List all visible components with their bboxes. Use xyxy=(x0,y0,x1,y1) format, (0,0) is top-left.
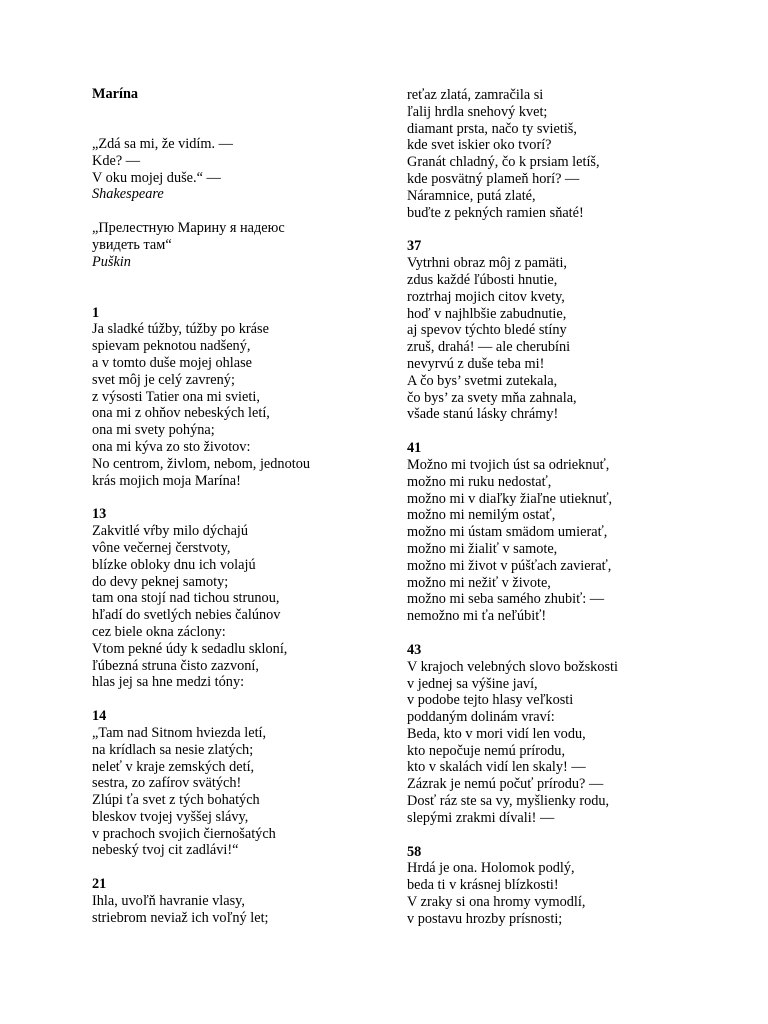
verse-line: nemožno mi ťa neľúbiť! xyxy=(407,608,547,625)
verse-line: Vtom pekné údy k sedadlu skloní, xyxy=(92,640,288,657)
verse-line: svet môj je celý zavrený; xyxy=(92,371,235,388)
epigraph-author: Puškin xyxy=(92,253,131,270)
verse-line: ona mi z ohňov nebeských letí, xyxy=(92,405,270,422)
verse-line: bleskov tvojej vyššej slávy, xyxy=(92,808,249,825)
verse-line: Hrdá je ona. Holomok podlý, xyxy=(407,860,575,877)
stanza xyxy=(92,506,412,691)
verse-line: možno mi žialiť v samote, xyxy=(407,540,558,557)
verse-line: možno mi ruku nedostať, xyxy=(407,473,552,490)
stanza xyxy=(407,844,727,928)
verse-line: V krajoch velebných slovo božskosti xyxy=(407,658,618,675)
verse-line: Ja sladké túžby, túžby po krásе xyxy=(92,321,269,338)
verse-line: nevyrvú z duše teba mi! xyxy=(407,355,545,372)
verse-line: krás mojich moja Marína! xyxy=(92,472,241,489)
stanza-number: 43 xyxy=(407,641,422,658)
verse-line: Dosť ráz ste sa vy, myšlienky rodu, xyxy=(407,793,610,810)
verse-line: ľúbezná struna čisto zazvoní, xyxy=(92,657,259,674)
verse-line: Beda, kto v mori vidí len vodu, xyxy=(407,725,586,742)
verse-line: z výsosti Tatier ona mi svieti, xyxy=(92,388,260,405)
verse-line: cez biele okna záclony: xyxy=(92,623,226,640)
verse-line: ľalij hrdla snehový kvet; xyxy=(407,103,548,120)
verse-line: „Tam nad Sitnom hviezda letí, xyxy=(92,724,267,741)
verse-line: kde svet iskier oko tvorí? xyxy=(407,137,552,154)
stanza xyxy=(407,440,727,625)
verse-line: spievam peknotou nadšený, xyxy=(92,338,251,355)
verse-line: diamant prsta, načo ty svietiš, xyxy=(407,120,577,137)
epigraph-line: V oku mojej duše.“ — xyxy=(92,169,221,186)
stanza xyxy=(407,87,727,221)
right-stanzas xyxy=(407,87,727,928)
verse-line: buďte z pekných ramien sňaté! xyxy=(407,204,584,221)
stanza-number: 1 xyxy=(92,304,100,321)
verse-line: nebeský tvoj cit zadlávi!“ xyxy=(92,842,239,859)
verse-line: Možno mi tvojich úst sa odrieknuť, xyxy=(407,456,610,473)
verse-line: reťaz zlatá, zamračila si xyxy=(407,87,544,103)
verse-line: neleť v kraje zemských detí, xyxy=(92,758,255,775)
stanza xyxy=(92,876,412,926)
verse-line: sestra, zo zafírov svätých! xyxy=(92,775,242,792)
verse-line: v jednej sa výšine javí, xyxy=(407,675,538,692)
verse-line: možno mi ústam smädom umierať, xyxy=(407,524,608,541)
verse-line: v postavu hrozby prísnosti; xyxy=(407,910,563,927)
stanza xyxy=(407,642,727,827)
verse-line: zruš, drahá! — ale cherubíni xyxy=(407,339,571,356)
verse-line: možno mi nežiť v živote, xyxy=(407,574,551,591)
verse-line: poddaným dolinám vraví: xyxy=(407,709,555,726)
verse-line: hľadí do svetlých nebies čalúnov xyxy=(92,607,281,624)
verse-line: ona mi svety pohýna; xyxy=(92,422,215,439)
verse-line: beda ti v krásnej blízkosti! xyxy=(407,877,559,894)
verse-line: vône večernej čerstvoty, xyxy=(92,539,231,556)
verse-line: hlas jej sa hne medzi tóny: xyxy=(92,674,245,691)
stanza-number: 37 xyxy=(407,238,422,255)
verse-line: tam ona stojí nad tichou strunou, xyxy=(92,590,280,607)
verse-line: možno mi nemilým ostať, xyxy=(407,507,556,524)
stanza-number: 21 xyxy=(92,876,107,893)
verse-line: možno mi život v púšťach zavierať, xyxy=(407,557,612,574)
verse-line: Granát chladný, čo k prsiam letíš, xyxy=(407,154,600,171)
verse-line: zdus každé ľúbosti hnutie, xyxy=(407,271,558,288)
verse-line: kto nepočuje nemú prírodu, xyxy=(407,742,566,759)
verse-line: Ihla, uvoľň havranie vlasy, xyxy=(92,893,245,910)
left-stanzas xyxy=(92,305,412,927)
epigraph-line: „Прелестную Марину я надеюс xyxy=(92,220,285,237)
verse-line: v podobe tejto hlasy veľkosti xyxy=(407,692,574,709)
poem-title: Marína xyxy=(92,86,139,102)
verse-line: na krídlach sa nesie zlatých; xyxy=(92,741,254,758)
verse-line: možno mi seba samého zhubiť: — xyxy=(407,591,605,608)
stanza-number: 58 xyxy=(407,843,422,860)
verse-line: slepými zrakmi dívali! — xyxy=(407,809,555,826)
verse-line: V zraky si ona hromy vymodlí, xyxy=(407,894,586,911)
verse-line: Zakvitlé vŕby milo dýchajú xyxy=(92,523,249,540)
verse-line: blízke obloky dnu ich volajú xyxy=(92,556,256,573)
epigraph-pushkin xyxy=(92,220,412,270)
verse-line: Zázrak je nemú počuť prírodu? — xyxy=(407,776,604,793)
epigraph-line: Kde? — xyxy=(92,152,141,169)
stanza-number: 14 xyxy=(92,708,107,725)
verse-line: všade stanú lásky chrámy! xyxy=(407,406,559,423)
stanza-number: 41 xyxy=(407,440,422,457)
verse-line: a v tomto duše mojej ohlase xyxy=(92,354,253,371)
verse-line: striebrom neviaž ich voľný let; xyxy=(92,909,269,926)
verse-line: kto v skalách vidí len skaly! — xyxy=(407,759,586,776)
stanza xyxy=(407,238,727,423)
verse-line: aj spevov týchto bledé stíny xyxy=(407,322,567,339)
epigraph-author: Shakespeare xyxy=(92,186,164,203)
verse-line: Náramnice, putá zlaté, xyxy=(407,187,536,204)
epigraph-line: „Zdá sa mi, že vidím. — xyxy=(92,136,233,152)
stanza xyxy=(92,305,412,490)
verse-line: Vytrhni obraz môj z pamäti, xyxy=(407,255,568,272)
verse-line: hoď v najhlbšie zabudnutie, xyxy=(407,305,567,322)
right-column xyxy=(407,87,727,945)
verse-line: ona mi kýva zo sto životov: xyxy=(92,438,251,455)
stanza xyxy=(92,708,412,859)
verse-line: v prachoch svojich čiernošatých xyxy=(92,825,276,842)
verse-line: kde posvätný plameň horí? — xyxy=(407,170,580,187)
verse-line: možno mi v diaľky žiaľne utieknuť, xyxy=(407,490,613,507)
verse-line: čo bys’ za svety mňa zahnala, xyxy=(407,389,577,406)
verse-line: A čo bys’ svetmi zutekala, xyxy=(407,372,558,389)
left-column xyxy=(92,86,412,944)
verse-line: do devy peknej samoty; xyxy=(92,573,229,590)
stanza-number: 13 xyxy=(92,506,107,523)
verse-line: roztrhaj mojich citov kvety, xyxy=(407,288,565,305)
verse-line: No centrom, živlom, nebom, jednotou xyxy=(92,455,310,472)
epigraph-line: увидеть там“ xyxy=(92,236,172,253)
verse-line: Zlúpi ťa svet z tých bohatých xyxy=(92,792,260,809)
epigraph-shakespeare xyxy=(92,136,412,203)
